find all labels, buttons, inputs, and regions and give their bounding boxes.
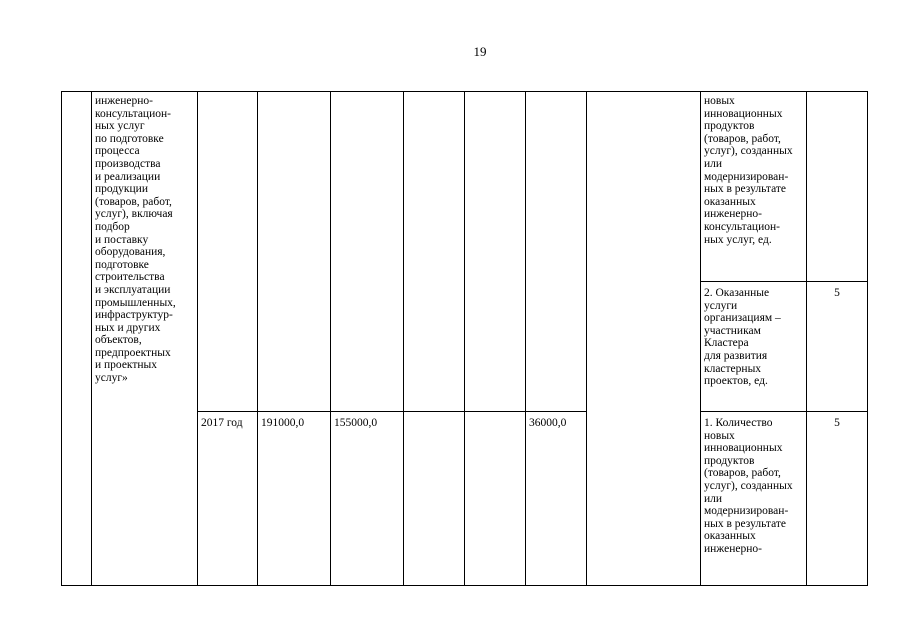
data-table: [61, 91, 868, 586]
year-cell: 2017 год: [198, 412, 258, 586]
number-cell: [62, 92, 92, 586]
total-cell: 191000,0: [258, 412, 331, 586]
amount-cell: 155000,0: [331, 412, 404, 586]
amount-cell: 36000,0: [526, 412, 587, 586]
table-row: [62, 92, 868, 282]
empty-cell: [526, 92, 587, 412]
empty-cell: [404, 92, 465, 412]
empty-cell: [258, 92, 331, 412]
empty-cell: [198, 92, 258, 412]
empty-cell: [331, 92, 404, 412]
indicator-cell: 1. Количество новых инновационных продуктов (товаров, работ, услуг), созданных или модернизирован- ных в результате оказанных инженерно-: [701, 412, 807, 586]
executor-cell: [587, 92, 701, 586]
value-cell: 5: [807, 282, 868, 412]
value-cell: 5: [807, 412, 868, 586]
value-cell: [807, 92, 868, 282]
indicator-cell: новых инновационных продуктов (товаров, работ, услуг), созданных или модернизирован- ных в результате оказанных инженерно- консультацион- ных услуг, ед.: [701, 92, 807, 282]
amount-cell: [465, 412, 526, 586]
event-name-cell: инженерно- консультацион- ных услуг по подготовке процесса производства и реализации продукции (товаров, работ, услуг), включая подбор и поставку оборудования, подготовке строительства и эксплуатации промышленных, инфраструктур- ных и других объектов, предпроектных и проектных услуг»: [92, 92, 198, 586]
indicator-cell: 2. Оказанные услуги организациям – участникам Кластера для развития кластерных проектов, ед.: [701, 282, 807, 412]
empty-cell: [465, 92, 526, 412]
page-number: 19: [473, 44, 487, 59]
amount-cell: [404, 412, 465, 586]
